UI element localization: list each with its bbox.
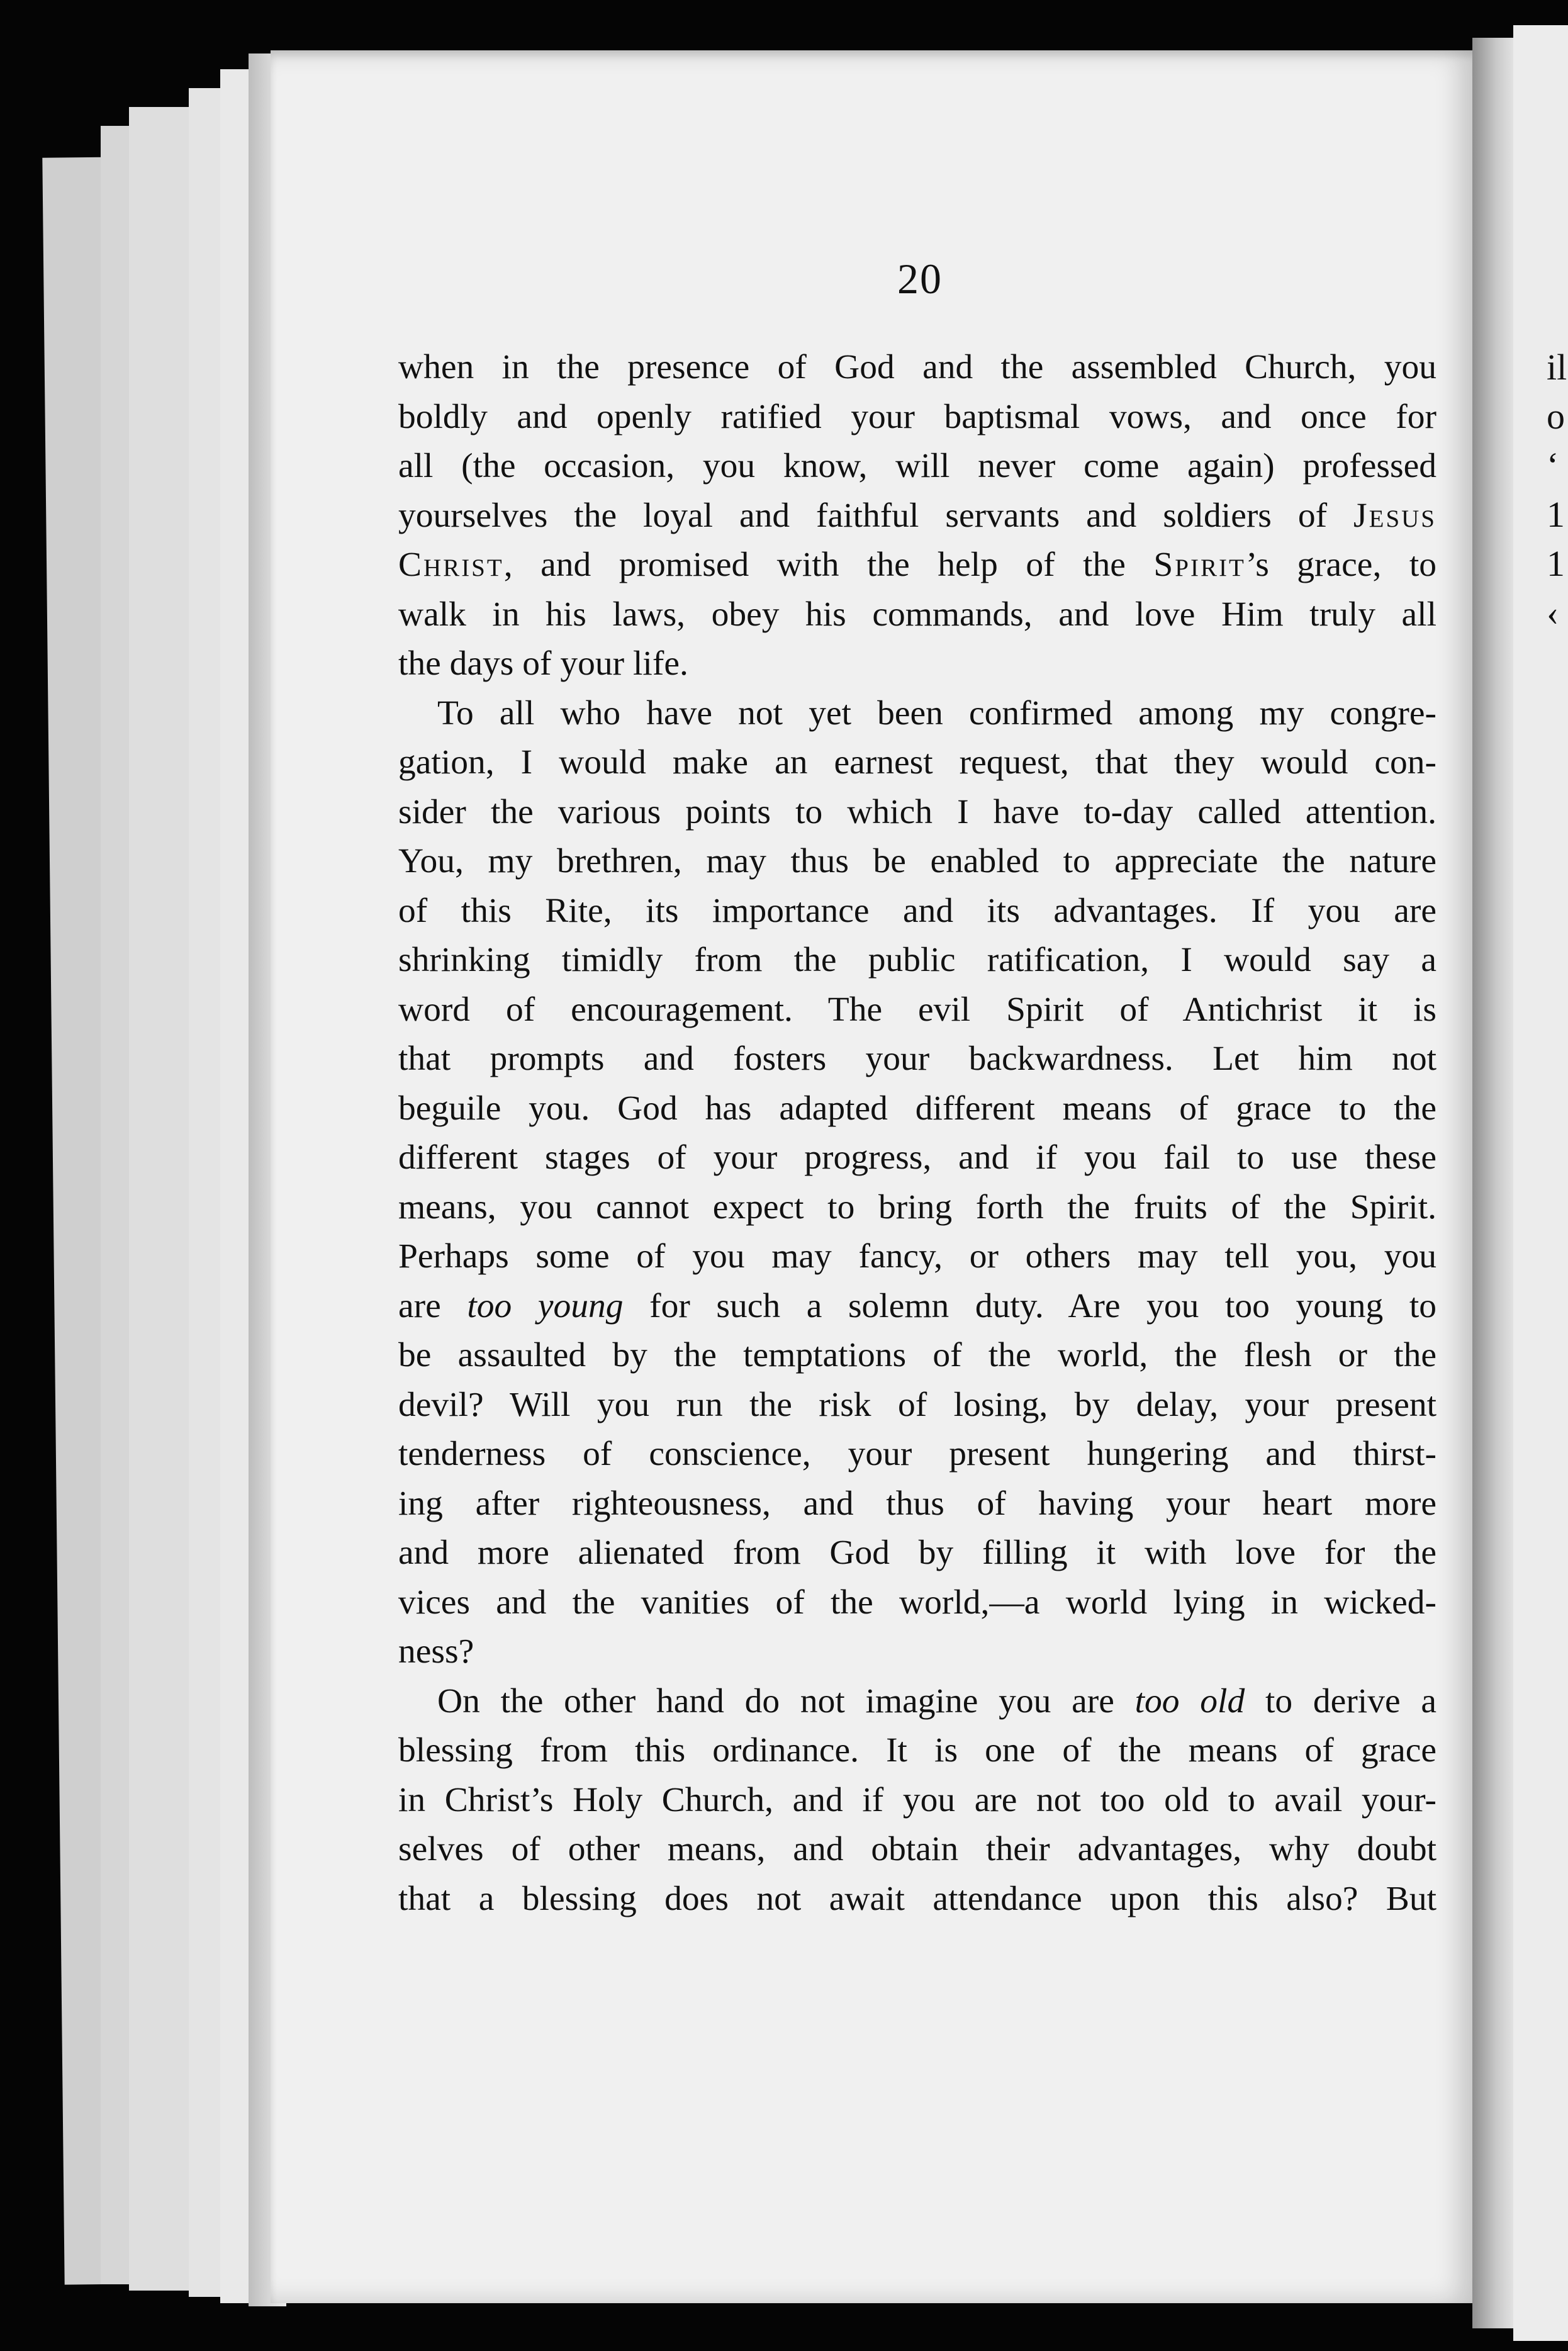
paragraph: [398, 689, 1436, 1677]
text-run: that a blessing does not await attendance upon this also? But: [398, 1879, 1436, 1918]
text-line: [398, 1035, 1436, 1084]
text-line: [398, 837, 1436, 887]
text-run: word of encouragement. The evil Spirit of Antichrist it is: [398, 990, 1436, 1029]
text-run: tenderness of conscience, your present hungering and thirst-: [398, 1435, 1436, 1473]
text-run: ness?: [398, 1632, 474, 1671]
italic-text: too young: [467, 1286, 624, 1325]
small-caps-text: Spirit: [1153, 546, 1246, 584]
text-run: sider the various points to which I have to-day called attention.: [398, 792, 1436, 831]
text-line: [398, 639, 1436, 689]
text-line: [398, 1183, 1436, 1233]
page-number: 20: [897, 255, 943, 303]
text-run: yourselves the loyal and faithful servants and soldiers of: [398, 496, 1354, 535]
text-line: [398, 936, 1436, 985]
text-run: selves of other means, and obtain their advantages, why doubt: [398, 1830, 1436, 1868]
text-line: [398, 689, 1436, 739]
text-run: to derive a: [1245, 1681, 1436, 1720]
paragraph: [398, 343, 1436, 689]
text-line: [398, 1479, 1436, 1529]
text-run: in Christ’s Holy Church, and if you are not too old to avail your-: [398, 1780, 1436, 1819]
text-line: [398, 1825, 1436, 1875]
text-run: all (the occasion, you know, will never come again) professed: [398, 447, 1436, 485]
text-line: [398, 1282, 1436, 1332]
text-line: [398, 343, 1436, 393]
text-line: [398, 1677, 1436, 1727]
text-line: [398, 393, 1436, 442]
paragraph: [398, 1677, 1436, 1924]
text-run: are: [398, 1286, 468, 1325]
text-run: On the other hand do not imagine you are: [437, 1681, 1135, 1720]
text-line: [398, 442, 1436, 491]
text-run: ing after righteousness, and thus of having your heart more: [398, 1484, 1436, 1523]
text-line: [398, 1776, 1436, 1826]
text-line: [398, 541, 1436, 590]
text-run: Perhaps some of you may fancy, or others may tell you, you: [398, 1237, 1436, 1276]
text-run: be assaulted by the temptations of the world, the flesh or the: [398, 1336, 1436, 1374]
text-run: that prompts and fosters your backwardness. Let him not: [398, 1040, 1436, 1078]
text-line: [398, 491, 1436, 541]
small-caps-text: Christ: [398, 546, 504, 584]
text-run: the days of your life.: [398, 644, 688, 683]
book-spine: [1472, 38, 1516, 2328]
text-run: beguile you. God has adapted different means of grace to the: [398, 1089, 1436, 1128]
text-run: devil? Will you run the risk of losing, by delay, your present: [398, 1385, 1436, 1424]
text-run: and more alienated from God by filling it with love for the: [398, 1534, 1436, 1572]
text-run: different stages of your progress, and if you fail to use these: [398, 1138, 1436, 1177]
facing-page-fragment: il o ‘ 1 1 ‹: [1547, 347, 1567, 633]
text-line: [398, 1726, 1436, 1776]
small-caps-text: Jesus: [1353, 496, 1436, 535]
text-run: blessing from this ordinance. It is one of the means of grace: [398, 1731, 1436, 1770]
text-run: You, my brethren, may thus be enabled to appreciate the nature: [398, 842, 1436, 880]
text-line: [398, 887, 1436, 936]
text-run: ’s grace, to: [1245, 546, 1436, 584]
text-run: walk in his laws, obey his commands, and love Him truly all: [398, 595, 1436, 634]
text-line: [398, 788, 1436, 838]
text-line: [398, 738, 1436, 788]
text-line: [398, 1232, 1436, 1282]
text-run: To all who have not yet been confirmed among my congre-: [437, 693, 1436, 732]
text-line: [398, 1331, 1436, 1381]
text-run: means, you cannot expect to bring forth the fruits of the Spirit.: [398, 1187, 1436, 1226]
text-line: [398, 985, 1436, 1035]
text-line: [398, 1529, 1436, 1578]
text-run: vices and the vanities of the world,—a world lying in wicked-: [398, 1583, 1436, 1622]
text-line: [398, 590, 1436, 640]
text-line: [398, 1875, 1436, 1924]
text-run: for such a solemn duty. Are you too young to: [623, 1286, 1436, 1325]
text-run: of this Rite, its importance and its advantages. If you are: [398, 891, 1436, 930]
text-run: boldly and openly ratified your baptismal vows, and once for: [398, 397, 1436, 436]
italic-text: too old: [1134, 1681, 1245, 1720]
text-line: [398, 1430, 1436, 1479]
text-line: [398, 1578, 1436, 1628]
text-run: shrinking timidly from the public ratification, I would say a: [398, 941, 1436, 979]
text-line: [398, 1627, 1436, 1677]
text-line: [398, 1381, 1436, 1430]
body-text: [398, 343, 1436, 1924]
text-line: [398, 1084, 1436, 1134]
text-run: gation, I would make an earnest request, that they would con-: [398, 743, 1436, 782]
text-run: when in the presence of God and the assembled Church, you: [398, 348, 1436, 386]
text-line: [398, 1133, 1436, 1183]
text-run: , and promised with the help of the: [503, 546, 1154, 584]
